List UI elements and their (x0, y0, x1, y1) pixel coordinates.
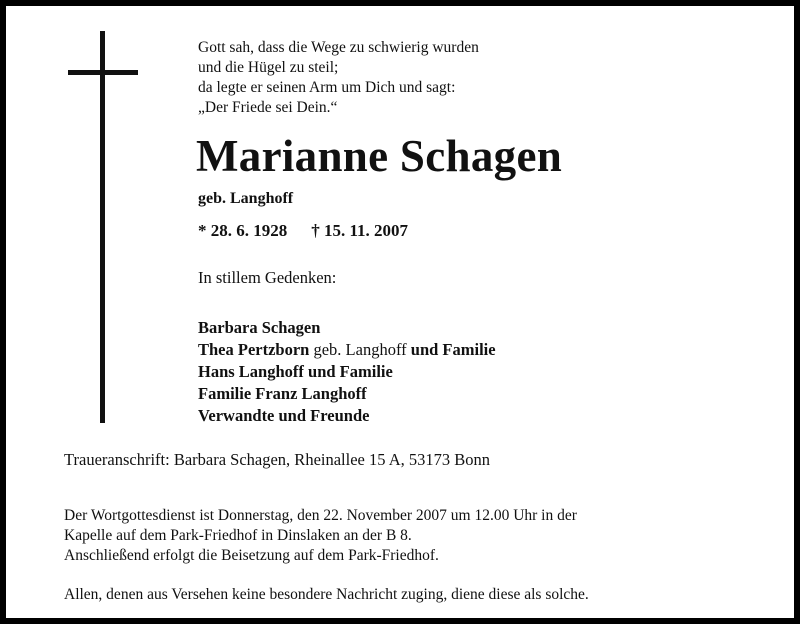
mourner-name: Thea Pertzborn (198, 340, 310, 359)
poem-line: und die Hügel zu steil; (198, 59, 339, 76)
mourners-list (198, 317, 496, 427)
service-info (64, 506, 577, 566)
service-line: Anschließend erfolgt die Beisetzung auf dem Park-Friedhof. (64, 547, 439, 564)
poem-line: „Der Friede sei Dein.“ (198, 99, 338, 116)
service-line: Kapelle auf dem Park-Friedhof in Dinslaken an der B 8. (64, 527, 412, 544)
poem-line: da legte er seinen Arm um Dich und sagt: (198, 79, 456, 96)
mourner-line: Hans Langhoff und Familie (198, 362, 393, 381)
mourner-suffix: und Familie (410, 340, 496, 359)
mourning-address: Traueranschrift: Barbara Schagen, Rheinallee 15 A, 53173 Bonn (64, 450, 490, 469)
mourner-line: Familie Franz Langhoff (198, 384, 367, 403)
birth-name: geb. Langhoff (198, 190, 294, 207)
mourner-line: Barbara Schagen (198, 318, 321, 337)
mourner-line (198, 339, 496, 361)
service-line: Der Wortgottesdienst ist Donnerstag, den 22. November 2007 um 12.00 Uhr in der (64, 507, 577, 524)
cross-icon (100, 31, 105, 423)
closing-note: Allen, denen aus Versehen keine besondere Nachricht zuging, diene diese als solche. (64, 586, 589, 603)
deceased-name: Marianne Schagen (196, 131, 563, 181)
poem-line: Gott sah, dass die Wege zu schwierig wurden (198, 39, 479, 56)
poem (198, 38, 479, 118)
remembrance-heading: In stillem Gedenken: (198, 268, 337, 287)
death-date: † 15. 11. 2007 (311, 221, 409, 240)
mourner-birth-name: geb. Langhoff (313, 340, 407, 359)
life-dates (198, 221, 408, 241)
mourner-line: Verwandte und Freunde (198, 406, 370, 425)
cross-icon-bar (68, 70, 138, 75)
birth-date: * 28. 6. 1928 (198, 221, 288, 240)
